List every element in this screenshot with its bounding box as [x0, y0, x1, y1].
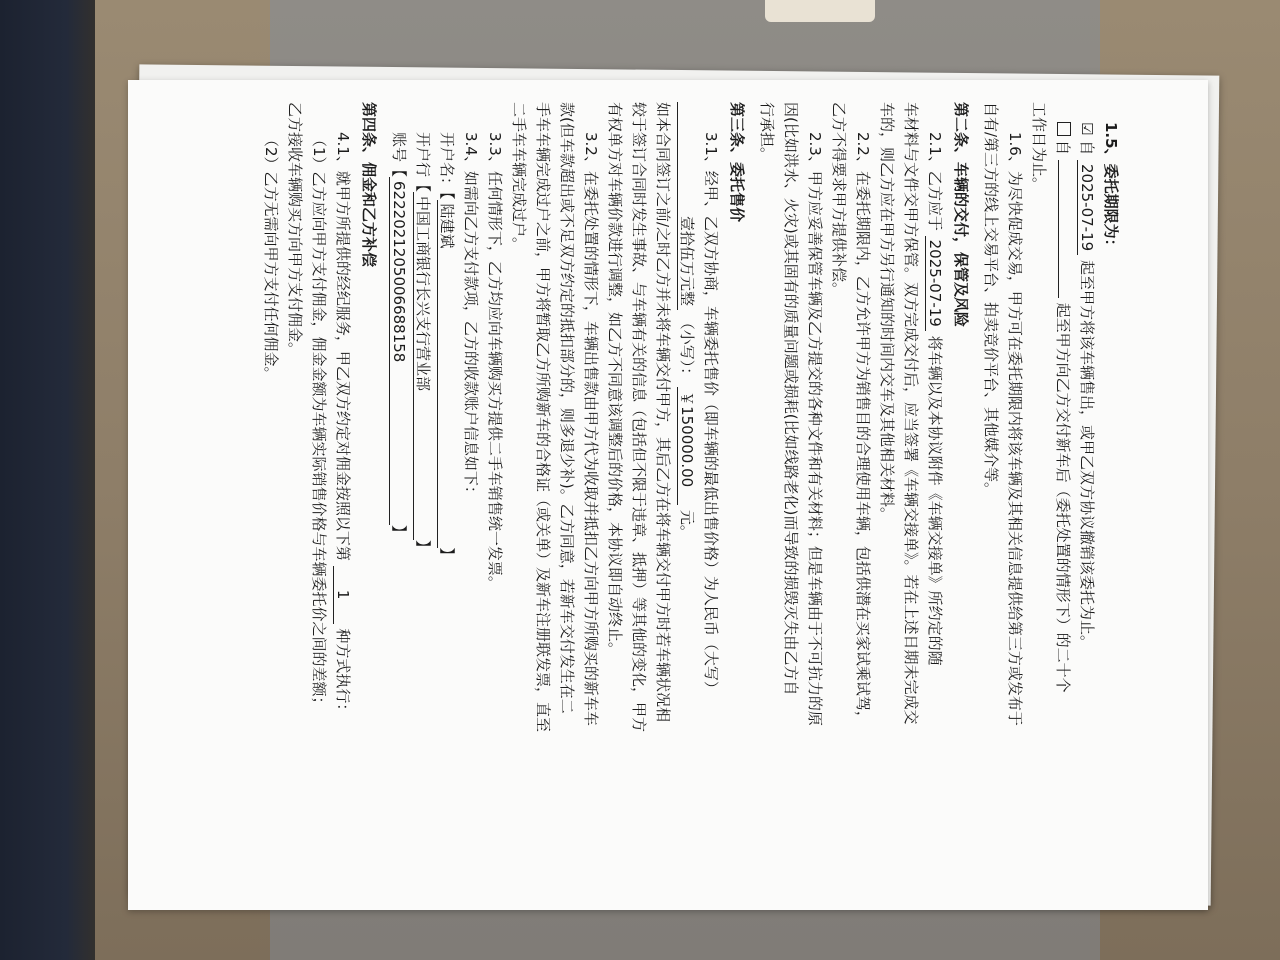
account-number: 账号【6222021205006688158】 — [390, 132, 408, 541]
paper-scrap — [765, 0, 875, 22]
fabric-background — [0, 0, 110, 960]
checkbox-icon — [1057, 122, 1071, 136]
article-4-heading: 第四条、佣金和乙方补偿 — [360, 102, 378, 268]
clause-3-3: 3.3、任何情形下，乙方均应向车辆购买方提供二手车销售统一发票。 — [486, 132, 504, 591]
clause-2-1: 2.1、乙方应于 2025-07-19 将车辆以及本协议附件《车辆交接单》所约定的随 — [926, 132, 944, 666]
price-lowercase: ￥150000.00 — [677, 387, 696, 505]
option-1: ☑ 自 2025-07-19 起至甲方将该车辆售出，或甲乙双方协议撤销该委托为止。 — [1078, 122, 1096, 650]
clause-3-4: 3.4、如需向乙方支付款项，乙方的收款账户信息如下： — [462, 132, 480, 501]
clause-2-2: 2.2、在委托期限内，乙方允许甲方为销售目的合理使用车辆，包括供潜在买家试乘试驾， — [854, 132, 872, 726]
clause-1-5: 1.5、委托期限为： — [1102, 122, 1120, 254]
account-name: 开户名：【陆建斌】 — [438, 132, 456, 563]
account-bank: 开户行【中国工商银行长兴支行营业部】 — [414, 132, 432, 556]
clause-4-1: 4.1、就甲方所提供的经纪服务，甲乙双方约定对佣金按照以下第 1 种方式执行： — [334, 132, 352, 719]
price-line: 壹拾伍万元整 （小写）： ￥150000.00 元。 — [677, 102, 696, 540]
clause-2-3: 2.3、甲方应妥善保管车辆及乙方提交的各种文件和有关材料；但是车辆由于不可抗力的原 — [806, 132, 824, 726]
clause-3-2: 3.2、在委托处置的情形下，车辆出售款由甲方代为收取并抵扣乙方向甲方所购买的新车车 — [582, 132, 600, 726]
clause-1-6: 1.6、为尽快促成交易，甲方可在委托期限内将该车辆及其相关信息提供给第三方或发布于 — [1006, 132, 1024, 726]
article-2-heading: 第二条、车辆的交付，保管及风险 — [952, 102, 970, 328]
option-2: 自 起至甲方向乙方交付新车后（委托处置的情形下）的二十个 — [1054, 122, 1072, 693]
contract-text: 1.5、委托期限为： ☑ 自 2025-07-19 起至甲方将该车辆售出，或甲乙双方协议撤销该委托为止。 自 起至甲方向乙方交付新车后（委托处置的情形下）的二十个 工作日为止。 1.6、为尽快促成交易，甲方可在委托期限内将该车辆及其相关信息提供给第三方或发布于 自有/第三方的线上交易平台、拍卖竞价平台、其他媒介等。 第二条、车辆的交付，保管及风险 2.1、乙方应于 2025-07-19 将车辆以及本协议附件《车辆交接单》所约定的随 车材料与文件交甲方保管。双方完成交付后，应当签署《车辆交接单》。若在上述日期未完成交 车的，则乙方应在甲方另行通知的时间内交车及其他相关材料。 2.2、在委托期限内，乙方允许甲方为销售目的合理使用车辆，包括供潜在买家试乘试驾， 乙方不得要求甲方提供补偿。 2.3、甲方应妥善保管车辆及乙方提交的各种文件和有关材料；但是车辆由于不可抗力的原 因(比如洪水、火灾)或其固有的质量问题或损耗(比如线路老化)而导致的损毁灭失由乙方自 行承担。 第三条、委托售价 3.1、经甲、乙双方协商，车辆委托售价（即车辆的最低出售价格）为人民币（大写） 壹拾伍万元整 （小写）： ￥150000.00 元。 如本合同签订之前/之时乙方并未将车辆交付甲方，其后乙方在将车辆交付甲方时若车辆状况相 较于签订合同时发生事故、与车辆有关的信息（包括但不限于违章、抵押）等其他的变化，甲方 有权单方对车辆价款进行调整，如乙方不同意该调整后的价格，本协议即自动终止。 3.2、在委托处置的情形下，车辆出售款由甲方代为收取并抵扣乙方向甲方所购买的新车车 款(但车款超出或不足双方约定的抵扣部分的，则多退少补)。乙方同意，若新车交付发生在二 手车车辆完成过户之前，甲方将暂取乙方所购新车的合格证（或关单）及新车注册联发票，直至 二手车车辆完成过户。 3.3、任何情形下，乙方均应向车辆购买方提供二手车销售统一发票。 3.4、如需向乙方支付款项，乙方的收款账户信息如下： 开户名：【陆建斌】 开户行【中国工商银行长兴支行营业部】 账号【6222021205006688158】 第四条、佣金和乙方补偿 4.1、就甲方所提供的经纪服务，甲乙双方约定对佣金按照以下第 1 种方式执行： （1）乙方应向甲方支付佣金，佣金金额为车辆实际销售价格与车辆委托价之间的差额； 乙方接收车辆购买方向甲方支付佣金。 （2）乙方无需向甲方支付任何佣金。 — [262, 102, 1120, 733]
article-3-heading: 第三条、委托售价 — [728, 102, 746, 223]
price-uppercase: 壹拾伍万元整 — [677, 102, 696, 310]
clause-3-1: 3.1、经甲、乙双方协商，车辆委托售价（即车辆的最低出售价格）为人民币（大写） — [702, 132, 720, 696]
